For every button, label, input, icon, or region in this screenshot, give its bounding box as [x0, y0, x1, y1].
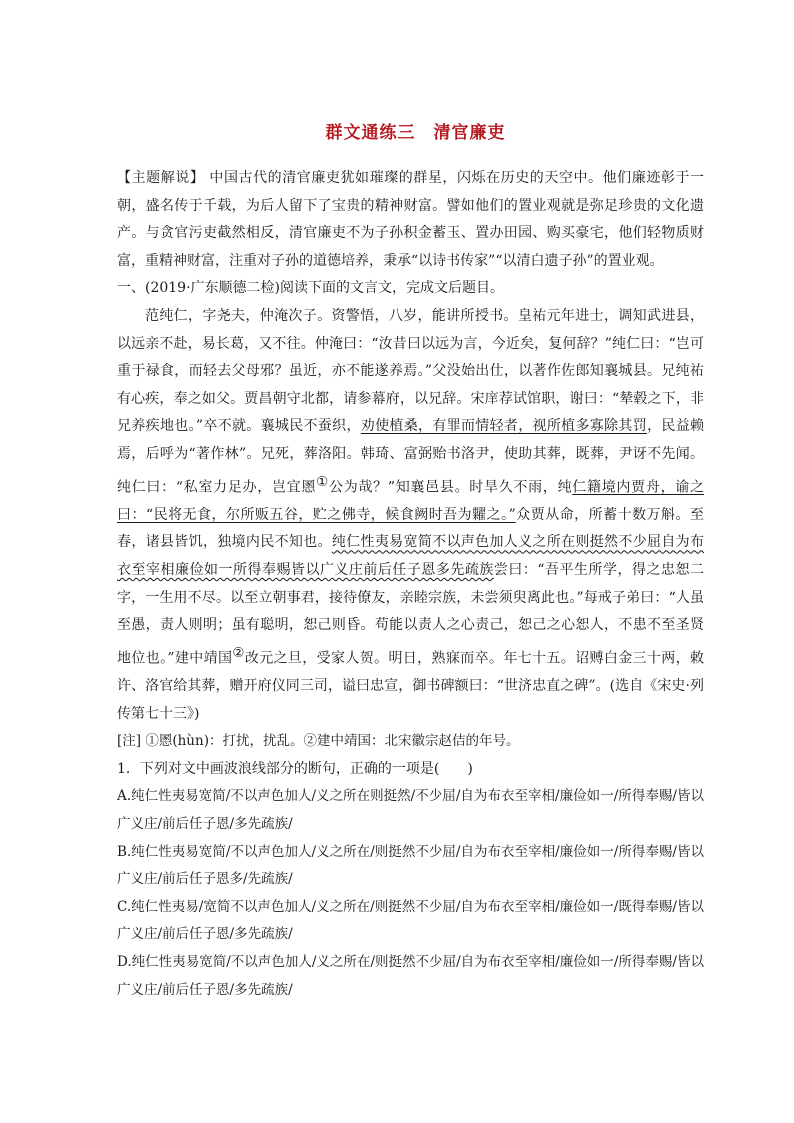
passage-seg-5: 尝曰：“吾平生所学，得之忠恕二字，一生用不尽。以至立朝事君，接待僚友，亲睦宗族，未尝须臾离此也。”每戒子弟曰：“人虽至愚，责人则明；虽有聪明，恕己则昏。苟能以责人之心责己，恕己之心恕人，不患不至圣贤地位也。”建中靖国: [117, 561, 704, 667]
title-part1: 群文通练三: [325, 123, 416, 143]
underlined-sentence-1: 劝使植桑，有罪而情轻者，视所植多寡除其罚: [360, 418, 648, 435]
page-title: [117, 118, 704, 143]
intro-text: 中国古代的清官廉吏犹如璀璨的群星，闪烁在历史的天空中。他们廉迹彰于一朝，盛名传于千载，为后人留下了宝贵的精神财富。譬如他们的置业观就是弥足珍贵的文化遗产。与贪官污吏截然相反，清官廉吏不为子孙积金蓄玉、置办田园、购买豪宅，他们轻物质财富，重精神财富，注重对子孙的道德培养，秉承“以诗书传家”“以清白遗子孙”的置业观。: [117, 170, 705, 269]
intro-label: 【主题解说】: [117, 170, 205, 186]
passage-seg-1: 范纯仁，字尧夫，仲淹次子。资警悟，八岁，能讲所授书。皇祐元年进士，调知武进县，以远亲不赴，易长葛，又不往。仲淹曰：“汝昔曰以远为言，今近矣，复何辞？”纯仁曰：“岂可重于禄食，而轻去父母邪？虽近，亦不能遂养焉。”父没始出仕，以著作佐郎知襄城县。兄纯祐有心疾，奉之如父。贾昌朝守北都，请参幕府，以兄辞。宋庠荐试馆职，谢曰：“辇毂之下，非兄养疾地也。”卒不就。襄城民不蚕织，: [117, 307, 704, 435]
title-part2: 清官廉吏: [433, 123, 506, 143]
section-heading: 一、(2019·广东顺德二检)阅读下面的文言文，完成文后题目。: [117, 280, 505, 297]
underlined-sentence-2: 仁籍境内贾舟，谕之曰：“民将无食，尔所贩五谷，贮之佛寺，候食阙时吾为糶之。”: [117, 479, 704, 523]
option-c[interactable]: C.纯仁性夷易/宽简不以声色加人/义之所在/则挺然不少屈/自为布衣至宰相/廉俭如一/既得奉赐/皆以广义庄/前后任子恩/多先疏族/: [117, 898, 704, 943]
option-b[interactable]: B.纯仁性夷易宽简/不以声色加人/义之所在/则挺然不少屈/自为布衣至宰相/廉俭如一/所得奉赐/皆以广义庄/前后任子恩多/先疏族/: [117, 843, 704, 888]
notes-text: ①慁(hùn)：打扰，扰乱。②建中靖国：北宋徽宗赵佶的年号。: [145, 733, 520, 750]
notes-label: [注]: [117, 733, 142, 750]
question-stem: 1．下列对文中画波浪线部分的断句，正确的一项是( ): [117, 760, 473, 777]
passage-seg-6: 改元之旦，受家人贺。明日，熟寐而卒。年七十五。诏赙白金三十两，敕许、洛官给其葬，赠开府仪同三司，谥曰忠宣，御书碑额曰：“世济忠直之碑”。(选自《宋史·列传第七十三》): [117, 650, 704, 722]
note-marker-2: ②: [232, 644, 245, 661]
option-d[interactable]: D.纯仁性夷易宽简/不以声色加人/义之所在/则挺然不少屈/自为布衣至宰相/廉俭如一/所得奉赐/皆以广义庄/前后任子恩/多先疏族/: [117, 953, 704, 998]
passage-seg-2: ，民益赖焉，后呼为“著作林”。兄死，葬洛阳。韩琦、富弼贻书洛尹，使助其葬，既葬，尹讶不先闻。纯仁曰：“私室力足办，岂宜慁: [117, 418, 705, 496]
topic-intro: [117, 165, 704, 275]
annotation-notes: [117, 728, 704, 756]
note-marker-1: ①: [316, 473, 329, 490]
passage-seg-4: 众贾从命，所蓄十数万斛。至春，诸县皆饥，独境内民不知也。: [117, 506, 704, 551]
option-a[interactable]: A.纯仁性夷易宽简/不以声色加人/义之所在则挺然/不少屈/自为布衣至宰相/廉俭如一/所得奉赐/皆以广义庄/前后任子恩/多先疏族/: [117, 788, 704, 832]
answer-options: [117, 783, 704, 1004]
passage-seg-3: 公为哉？”知襄邑县。时旱久不雨，纯: [328, 479, 573, 496]
classical-passage: [117, 303, 704, 728]
wavy-underlined-sentence: 纯仁性夷易宽简不以声色加人义之所在则挺然不少屈自为布衣至宰相廉俭如一所得奉赐皆以广义庄前后任子恩多先疏族: [117, 534, 704, 578]
